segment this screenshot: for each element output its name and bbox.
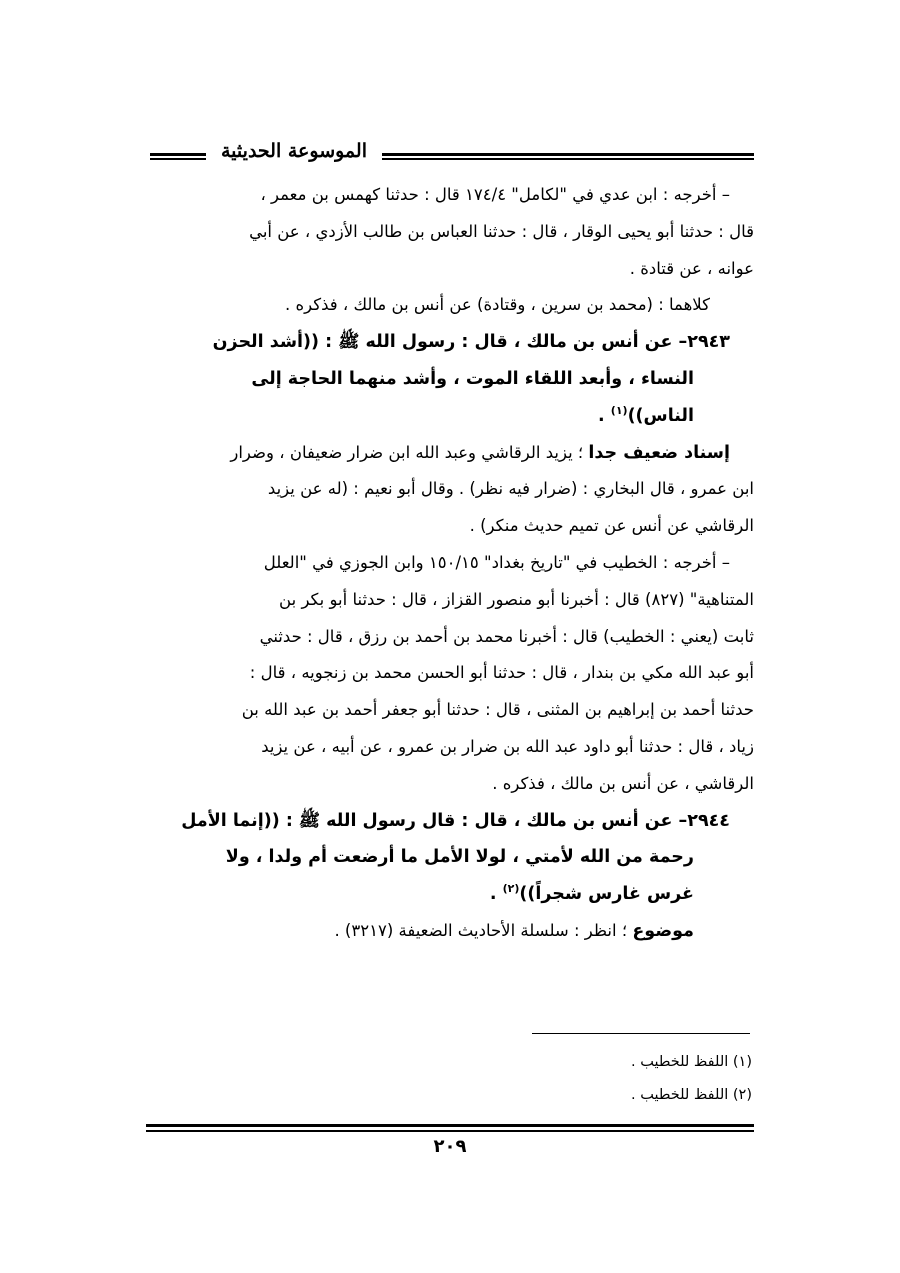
text-line: ٢٩٤٣– عن أنس بن مالك ، قال : رسول الله ﷺ : ((أشد الحزن — [212, 332, 730, 353]
bottom-rule-thin — [146, 1130, 754, 1132]
bottom-rule-thick — [146, 1124, 754, 1127]
text-line: غرس غارس شجراً))$^{(٢)}$ . — [489, 882, 694, 905]
footnote-marker: (١) — [610, 403, 628, 417]
body-text — [148, 177, 754, 950]
text-line: ٢٩٤٤– عن أنس بن مالك ، قال : قال رسول الله ﷺ : ((إنما الأمل — [181, 810, 730, 831]
text-line: قال : حدثنا أبو يحيى الوقار ، قال : حدثنا العباس بن طالب الأزدي ، عن أبي — [249, 221, 754, 241]
text-line: ابن عمرو ، قال البخاري : (ضرار فيه نظر) . وقال أبو نعيم : (له عن يزيد — [267, 479, 754, 499]
text-line: المتناهية" (٨٢٧) قال : أخبرنا أبو منصور القزاز ، قال : حدثنا أبو بكر بن — [279, 589, 754, 609]
footnote-separator — [532, 1033, 750, 1034]
header-rule-left — [150, 153, 206, 160]
text-line: كلاهما : (محمد بن سرين ، وقتادة) عن أنس بن مالك ، فذكره . — [285, 295, 710, 315]
text-line: الرقاشي عن أنس عن تميم حديث منكر) . — [469, 516, 754, 536]
text-line: – أخرجه : ابن عدي في "لكامل" ١٧٤/٤ قال : حدثنا كهمس بن معمر ، — [260, 185, 730, 204]
running-title: الموسوعة الحديثية — [221, 140, 367, 162]
text-line: أبو عبد الله مكي بن بندار ، قال : حدثنا أبو الحسن محمد بن زنجويه ، قال : — [249, 663, 754, 683]
footnote-2: (٢) اللفظ للخطيب . — [631, 1087, 752, 1103]
text-line: عوانه ، عن قتادة . — [629, 258, 754, 278]
text-line: النساء ، وأبعد اللقاء الموت ، وأشد منهما الحاجة إلى — [251, 368, 694, 389]
text-line: ثابت (يعني : الخطيب) قال : أخبرنا محمد بن أحمد بن رزق ، قال : حدثني — [259, 626, 754, 646]
text-line: – أخرجه : الخطيب في "تاريخ بغداد" ١٥٠/١٥ وابن الجوزي في "العلل — [263, 552, 730, 572]
footnote-marker: (٢) — [502, 882, 520, 896]
text-line: إسناد ضعيف جدا ؛ يزيد الرقاشي وعبد الله ابن ضرار ضعيفان ، وضرار — [230, 442, 730, 463]
text-line: موضوع ؛ انظر : سلسلة الأحاديث الضعيفة (٣٢١٧) . — [334, 920, 694, 941]
grading-label: موضوع — [632, 920, 694, 941]
header-rule-right — [382, 153, 754, 160]
grading-label: إسناد ضعيف جدا — [588, 442, 730, 463]
text-line: الناس))$^{(١)}$ . — [598, 403, 694, 426]
footnotes — [400, 1046, 752, 1112]
text-line: حدثنا أحمد بن إبراهيم بن المثنى ، قال : حدثنا أبو جعفر أحمد بن عبد الله بن — [241, 700, 754, 720]
text-line: رحمة من الله لأمتي ، لولا الأمل ما أرضعت أم ولدا ، ولا — [225, 847, 694, 868]
text-line: الرقاشي ، عن أنس بن مالك ، فذكره . — [492, 773, 754, 793]
footnote-1: (١) اللفظ للخطيب . — [631, 1054, 752, 1070]
text-line: زياد ، قال : حدثنا أبو داود عبد الله بن ضرار بن عمرو ، عن أبيه ، عن يزيد — [261, 736, 754, 756]
page-number: ٢٠٩ — [433, 1136, 467, 1157]
